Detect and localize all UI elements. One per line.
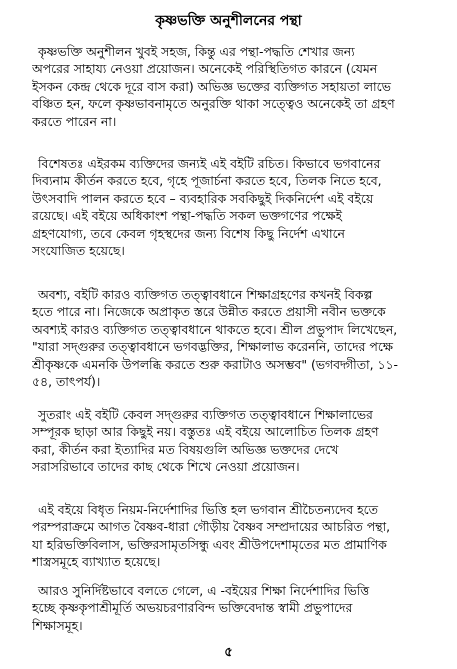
text-line: অবশ্য, বইটি কারও ব্যক্তিগত তত্ত্বাবধানে শিক্ষাগ্রহণের কখনই বিকল্প [38, 287, 373, 302]
text-line: গ্রহণযোগ্য, তবে কেবল গৃহস্থদের জন্য বিশেষ কিছু নির্দেশ এখানে [32, 225, 345, 241]
text-line: শ্রীকৃষ্ণকে এমনকি উপলব্ধি করতে শুরু করাটাও অসম্ভব" (ভগবদ্গীতা, ১১- [32, 356, 399, 372]
text-line: উৎসবাদি পালন করতে হবে – ব্যবহারিক সবকিছুই দিকনির্দেশ এই বইয়ে [32, 190, 374, 206]
text-line: করা, কীর্তন করা ইত্যাদির মত বিষয়গুলি অভিজ্ঞ ভক্তদের দেখে [32, 441, 339, 457]
text-line: বিশেষতঃ এইরকম ব্যক্তিদের জন্যই এই বইটি রচিত। কিভাবে ভগবানের [38, 156, 381, 171]
text-line: সুতরাং এই বইটি কেবল সদ্গুরুর ব্যক্তিগত তত্ত্বাবধানে শিক্ষালাভের [38, 407, 373, 422]
text-line: ইসকন কেন্দ্র থেকে দূরে বাস করা) অভিজ্ঞ ভক্তের ব্যক্তিগত সহায়তা লাভে [32, 78, 391, 94]
text-line: পরম্পরাক্রমে আগত বৈষ্ণব-ধারা গৌড়ীয় বৈষ্ণব সম্প্রদায়ের আচরিত পন্থা, [32, 519, 391, 535]
text-line: ৫৪, তাৎপর্য)। [32, 373, 101, 389]
text-line: যা হরিভক্তিবিলাস, ভক্তিরসামৃতসিন্ধু এবং শ্রীউপদেশামৃতের মত প্রামাণিক [32, 536, 387, 552]
paragraph [32, 155, 440, 259]
text-line: সম্পূরক ছাড়া আর কিছুই নয়। বস্তুতঃ এই বইয়ে আলোচিত তিলক গ্রহণ [32, 424, 379, 440]
paragraph [32, 501, 440, 571]
text-line: হচ্ছে কৃষ্ণকৃপাশ্রীমূর্তি অভয়চরণারবিন্দ ভক্তিবেদান্ত স্বামী প্রভুপাদের [32, 600, 353, 616]
page-number: ৫ [224, 645, 233, 660]
text-line: করতে পারেন না। [32, 113, 117, 129]
page-title: কৃষ্ণভক্তি অনুশীলনের পন্থা [155, 13, 302, 29]
text-line: সরাসরিভাবে তাদের কাছ থেকে শিখে নেওয়া প্রয়োজন। [32, 459, 300, 475]
text-line: কৃষ্ণভক্তি অনুশীলন খুবই সহজ, কিন্তু এর পন্থা-পদ্ধতি শেখার জন্য [38, 44, 355, 59]
paragraph [32, 286, 440, 390]
text-line: বঞ্চিত হন, ফলে কৃষ্ণভাবনামৃতে অনুরক্তি থাকা সত্ত্বেও অনেকেই তা গ্রহণ [32, 96, 395, 112]
text-line: রয়েছে। এই বইয়ে অধিকাংশ পন্থা-পদ্ধতি সকল ভক্তগণের পক্ষেই [32, 208, 342, 224]
text-line: আরও সুনির্দিষ্টভাবে বলতে গেলে, এ -বইয়ের শিক্ষা নির্দেশাদির ভিত্তি [38, 583, 370, 598]
paragraph [32, 43, 440, 130]
paragraph [32, 582, 440, 634]
text-line: সংযোজিত হয়েছে। [32, 242, 125, 258]
text-line: এই বইয়ে বিধৃত নিয়ম-নির্দেশাদির ভিত্তি হল ভগবান শ্রীচৈতন্যদেব হতে [38, 502, 378, 517]
text-line: শাস্ত্রসমূহে ব্যাখ্যাত হয়েছে। [32, 554, 161, 570]
text-line: দিব্যনাম কীর্তন করতে হবে, গৃহে পূজার্চনা করতে হবে, তিলক নিতে হবে, [32, 173, 382, 189]
paragraph [32, 406, 440, 476]
text-line: অপরের সাহায্য নেওয়া প্রয়োজন। অনেকেই পরিস্থিতিগত কারনে (যেমন [32, 61, 378, 77]
text-line: "যারা সদ্গুরুর তত্ত্বাবধানে ভগবদ্ভক্তির, শিক্ষালাভ করেননি, তাদের পক্ষে [32, 339, 393, 355]
text-line: হতে পারে না। নিজেকে অপ্রাকৃত স্তরে উন্নীত করতে প্রয়াসী নবীন ভক্তকে [32, 304, 386, 320]
text-line: অবশ্যই কারও ব্যক্তিগত তত্ত্বাবধানে থাকতে হবে। শ্রীল প্রভুপাদ লিখেছেন, [32, 321, 398, 337]
text-line: শিক্ষাসমূহ। [32, 617, 83, 633]
